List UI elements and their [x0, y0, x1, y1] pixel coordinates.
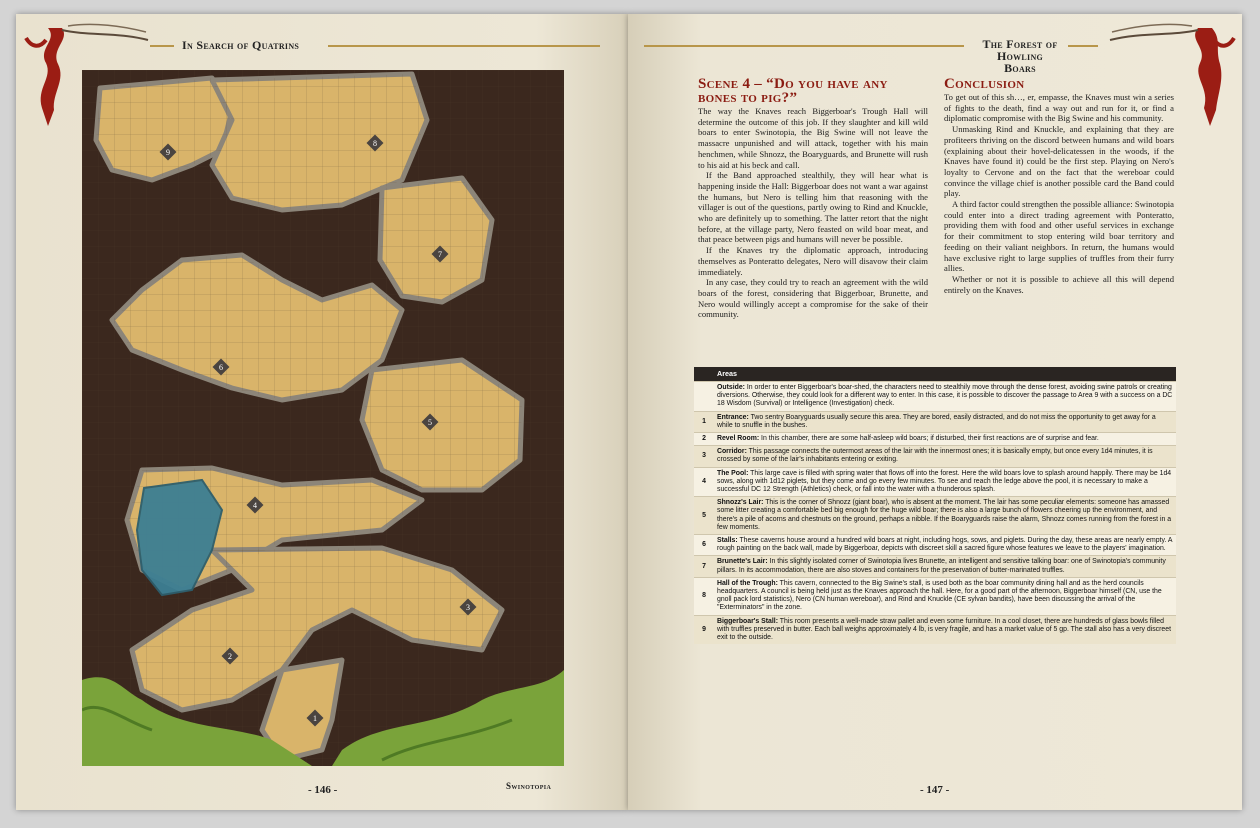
table-row-description [714, 497, 1176, 535]
table-row-text: Two sentry Boaryguards usually secure this area. They are bored, easily distracted, and do not miss the opportunity to get away for a while to snuffle in the bushes. [717, 413, 1156, 429]
table-body [694, 382, 1176, 645]
scene-paragraph: The way the Knaves reach Biggerboar's Trough Hall will determine the outcome of this job. If they slaughter and kill wild boars to enter Swinotopia, the Big Swine will not leave the massacre unpunished and will attack, together with his main henchmen, while Shnozz, the Boaryguards, and Brunette will rush to his aid at his beck and call. [698, 106, 928, 170]
scene-paragraph: If the Band approached stealthily, they will hear what is happening inside the Hall: Biggerboar does not want a war against the humans, but Nero is telling him that reasoning with the villager is out of the questions, partly owing to Rind and Knuckle, who are definitely up to something. The latter retort that the night before, at the village party, Nero feasted on wild boar meat, and that peace between pigs and humans will never be possible. [698, 170, 928, 245]
header-rule-right-a [644, 45, 964, 47]
scene-heading-line2: bones to pig?” [698, 90, 798, 106]
page-number-right: - 147 - [920, 784, 950, 796]
table-row-text: This passage connects the outermost areas of the lair with the innermost ones; it is basically empty, but once every 1d4 minutes, it is crossed by some of the lair's inhabitants entering or exiting. [717, 448, 1153, 464]
conclusion-heading: Conclusion [944, 76, 1025, 92]
table-row-title: The Pool: [717, 469, 749, 477]
table-row-text: This cavern, connected to the Big Swine's stall, is used both as the boar community dining hall and as the herd councils headquarters. A council is being held just as the Knaves approach the hall. Here, for a good part of the afternoon, Biggerboar himself (CN, use the gnoll pack lord statistics), Nero (CN human wereboar), and Rind and Knuckle (CE sylvan bandits), have been discussing the arrival of the "Exterminators" in the zone. [717, 579, 1162, 612]
table-row-description [714, 577, 1176, 615]
table-row-description [714, 467, 1176, 497]
table-row-text: In this slightly isolated corner of Swinotopia lives Brunette, an intelligent and sensitive talking boar: one of Swinotopia's community pillars. In its accommodation, there are also stoves and containers for the preservation of butter-marinated truffles. [717, 558, 1166, 574]
table-row-description [714, 535, 1176, 556]
scene-paragraph: In any case, they could try to reach an agreement with the wild boars of the forest, considering that Biggerboar, Brunette, and Nero would willingly accept a compromise for the sake of their community. [698, 277, 928, 320]
table-row-number: 7 [694, 556, 714, 577]
table-row-title: Entrance: [717, 413, 749, 421]
table-row [694, 382, 1176, 412]
header-rule-left-b [328, 45, 600, 47]
dungeon-map [82, 70, 564, 766]
conclusion-paragraph: A third factor could strengthen the possible alliance: Swinotopia could enter into a direct trading agreement with Ponteratto, providing them with food and other useful services in exchange for their commitment to stop entering wild boar territory and feeding on their valiant neighbors. In return, the humans would have exclusive right to large supplies of truffles from their furry allies. [944, 199, 1174, 274]
scene-heading-line1: Scene 4 – “Do you have any [698, 76, 888, 92]
table-row-text: In order to enter Biggerboar's boar-shed, the characters need to stealthily move through the dense forest, avoiding swine patrols or creating diversions. Otherwise, they could look for a different way to enter. In this case, it is possible to discover the passage to Area 9 with a success on a DC 18 Wisdom (Survival) or Intelligence (Investigation) check. [717, 384, 1173, 408]
table-row-number: 3 [694, 446, 714, 467]
svg-text:6: 6 [219, 363, 223, 372]
svg-text:1: 1 [313, 714, 317, 723]
conclusion-column [944, 77, 1174, 295]
running-head-right-line2: Howling Boars [996, 49, 1044, 75]
table-row-number: 6 [694, 535, 714, 556]
table-row-number: 5 [694, 497, 714, 535]
table-row-number [694, 382, 714, 412]
table-row [694, 497, 1176, 535]
scene-paragraph: If the Knaves try the diplomatic approach, introducing themselves as Ponteratto delegates, Nero will disavow their claim immediately. [698, 245, 928, 277]
table-row-description [714, 556, 1176, 577]
table-row-description [714, 382, 1176, 412]
svg-text:4: 4 [253, 501, 257, 510]
table-row-number: 2 [694, 433, 714, 446]
table-row [694, 577, 1176, 615]
header-rule-left-a [150, 45, 174, 47]
table-row-title: Outside: [717, 384, 745, 391]
conclusion-paragraph: To get out of this sh…, er, empasse, the Knaves must win a series of fights to the death, find a way out and run for it, or find a diplomatic compromise with the Big Swine and his community. [944, 92, 1174, 124]
table-row-description [714, 411, 1176, 432]
table-row [694, 411, 1176, 432]
conclusion-paragraph: Whether or not it is possible to achieve all this will depend entirely on the Knaves. [944, 273, 1174, 295]
table-row [694, 446, 1176, 467]
table-header-row [694, 367, 1176, 382]
table-row-title: Revel Room: [717, 435, 760, 443]
svg-text:7: 7 [438, 250, 442, 259]
table-row-description [714, 433, 1176, 446]
scene-column [698, 77, 928, 320]
table-row-number: 4 [694, 467, 714, 497]
running-head-right [980, 38, 1060, 74]
table-row-title: Hall of the Trough: [717, 579, 778, 587]
svg-text:5: 5 [428, 418, 432, 427]
svg-text:2: 2 [228, 652, 232, 661]
scene-heading [698, 77, 928, 105]
table-header-num [694, 367, 714, 382]
table-row [694, 535, 1176, 556]
running-foot-left: Swinotopia [506, 781, 552, 791]
table-row-text: This room presents a well-made straw pallet and even some furniture. In a cool closet, there are hundreds of glass bowls filled with truffles preserved in butter. Each ball weighs approximately 4 lb, is very fragile, and has a market value of 5 gp. The stall also has a very discreet exit to the outside. [717, 617, 1171, 642]
table-row-title: Shnozz's Lair: [717, 499, 764, 507]
table-row-title: Biggerboar's Stall: [717, 617, 778, 625]
conclusion-paragraph: Unmasking Rind and Knuckle, and explaining that they are profiteers thriving on the discord between humans and wild boars (explaining about their hovel-delicatessen in the woods, if the Knaves have found it) could be the first step. Playing on Nero's loyalty to Cervone and on the fact that the wereboar could convince the village chief is another possible card the Band could play. [944, 124, 1174, 199]
running-head-right-line1: The Forest of [982, 37, 1058, 51]
table-row-number: 9 [694, 615, 714, 644]
svg-text:8: 8 [373, 139, 377, 148]
table-row-title: Corridor: [717, 448, 747, 456]
areas-table [694, 367, 1176, 644]
table-row-title: Brunette's Lair: [717, 558, 768, 566]
table-row-text: This is the corner of Shnozz (giant boar), who is absent at the moment. The lair has some peculiar elements: someone has amassed some litter creating a comfortable bed big enough for the huge wild boar; there is also a large bunch of flowers cheering up the environment, and there's a pile of acorns and chestnuts on the ground, perhaps a nibble. If the Boaryguards raise the alarm, Shnozz comes running from the forest in a few moments. [717, 499, 1172, 531]
table-row [694, 467, 1176, 497]
header-rule-right-b [1068, 45, 1098, 47]
table-header-areas: Areas [714, 367, 1176, 382]
table-row-description [714, 615, 1176, 644]
table-row-text: These caverns house around a hundred wild boars at night, including hogs, sows, and piglets. During the day, these areas are nearly empty. A rough painting on the back wall, made by Biggerboar, depicts with discreet skill a sacred figure whose features we leave to the players' imagination. [717, 537, 1173, 553]
table-row-text: This large cave is filled with spring water that flows off into the forest. Here the wild boars love to splash around happily. There may be 1d4 sows, along with 1d12 piglets, but they come and go every few minutes. To see and reach the ledge above the pool, it is necessary to make a successful DC 12 Strength (Athletics) check, or fall into the water with a thunderous splash. [717, 469, 1172, 494]
page-number-left: - 146 - [308, 784, 338, 796]
table-row-description [714, 446, 1176, 467]
svg-text:9: 9 [166, 148, 170, 157]
table-row-number: 1 [694, 411, 714, 432]
table-row-title: Stalls: [717, 537, 738, 545]
svg-text:3: 3 [466, 603, 470, 612]
table-row-number: 8 [694, 577, 714, 615]
table-row-text: In this chamber, there are some half-asleep wild boars; if disturbed, their first reactions are of surprise and fear. [759, 435, 1099, 443]
running-head-left: In Search of Quatrins [182, 38, 300, 52]
table-row [694, 556, 1176, 577]
table-row [694, 615, 1176, 644]
table-row [694, 433, 1176, 446]
